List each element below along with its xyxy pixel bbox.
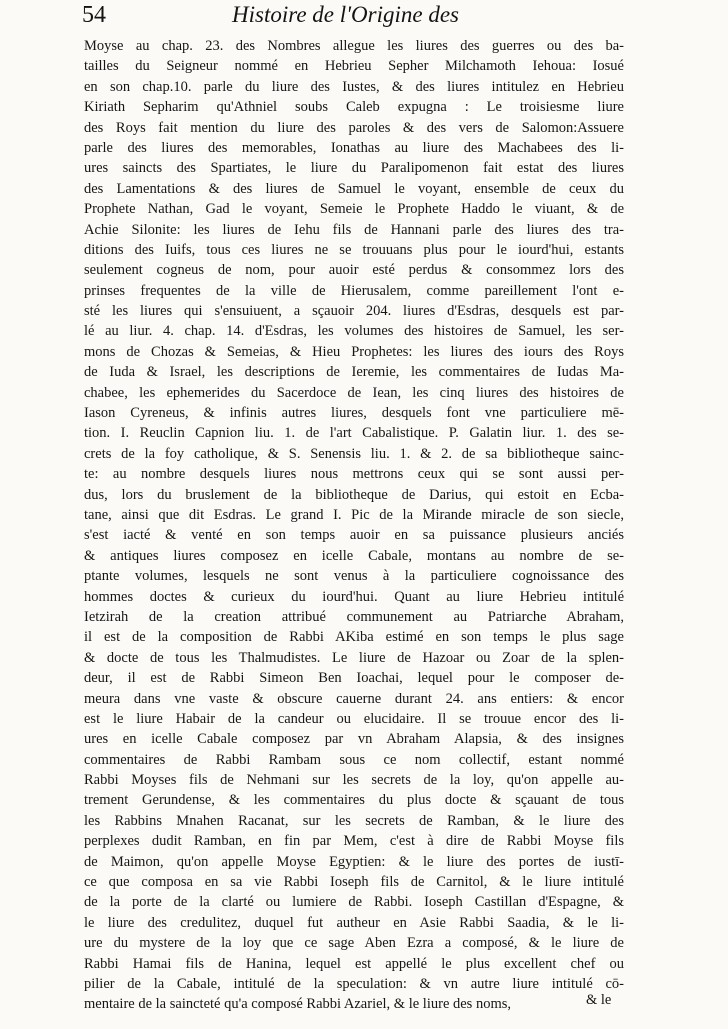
text-line: pilier de la Cabale, intitulé de la speculation: & vn autre liure intitulé cō- (84, 975, 624, 992)
text-line: & antiques liures composez en icelle Cabale, montans au nombre de se- (84, 547, 624, 564)
text-line: & docte de tous les Thalmudistes. Le liure de Hazoar ou Zoar de la splen- (84, 649, 624, 666)
text-line: prinses frequentes de la ville de Hierusalem, comme pareillement l'ont e- (84, 282, 624, 299)
text-line: ures en icelle Cabale composez par vn Abraham Alapsia, & des insignes (84, 731, 624, 748)
text-line: crets de la foy catholique, & S. Senensis liu. 1. & 2. de sa bibliotheque sainc- (84, 445, 624, 462)
text-line: il est de la composition de Rabbi AKiba estimé en son temps le plus sage (84, 629, 624, 646)
text-line: sté les liures qui s'ensuiuent, a sçauoir 204. liures d'Esdras, desquels est par- (84, 303, 624, 320)
text-line: Achie Silonite: les liures de Iehu fils de Hannani parle des liures des tra- (84, 221, 624, 238)
text-line: lé au liur. 4. chap. 14. d'Esdras, les volumes des histoires de Samuel, les ser- (84, 323, 624, 340)
page-header (82, 0, 622, 34)
text-line: commentaires de Rabbi Rambam sous ce nom collectif, estant nommé (84, 751, 624, 768)
text-line: Rabbi Hamai fils de Hanina, lequel est appellé le plus excellent chef ou (84, 955, 624, 972)
text-line: te: au nombre desquels liures nous mettrons ceux qui se sont aussi per- (84, 466, 624, 483)
text-line: le liure des credulitez, duquel fut autheur en Asie Rabbi Saadia, & le li- (84, 914, 624, 931)
text-line: de la porte de la clarté ou lumiere de Rabbi. Ioseph Castillan d'Espagne, & (84, 894, 624, 911)
catchword: & le (586, 992, 612, 1008)
text-line: hommes doctes & curieux du iourd'hui. Quant au liure Hebrieu intitulé (84, 588, 624, 605)
text-line: tane, ainsi que dit Esdras. Le grand I. Pic de la Mirande miracle de son siecle, (84, 506, 624, 523)
text-line: Moyse au chap. 23. des Nombres allegue les liures des guerres ou des ba- (84, 38, 624, 54)
text-line: en son chap.10. parle du liure des Iustes, & des liures intitulez en Hebrieu (84, 78, 624, 95)
text-line: est le liure Habair de la candeur ou elucidaire. Il se trouue encor des li- (84, 710, 624, 727)
text-line: s'est iacté & venté en son temps auoir en sa puissance plusieurs anciés (84, 527, 624, 544)
text-line: Prophete Nathan, Gad le voyant, Semeie le Prophete Haddo le viuant, & de (84, 201, 624, 218)
text-line: ures saincts des Spartiates, le liure du Paralipomenon fait estat des liures (84, 160, 624, 177)
text-line: des Lamentations & des liures de Samuel le voyant, ensemble de ceux du (84, 180, 624, 197)
text-line: meura dans vne vaste & obscure cauerne durant 24. ans entiers: & encor (84, 690, 624, 707)
body-text (84, 36, 624, 1015)
text-line: ce que composa en sa vie Rabbi Ioseph fils de Carnitol, & le liure intitulé (84, 874, 624, 891)
text-line: mentaire de la saincteté qu'a composé Rabbi Azariel, & le liure des noms, (84, 996, 511, 1013)
text-line: ptante volumes, lesquels ne sont venus à la particuliere cognoissance des (84, 568, 624, 585)
text-line: les Rabbins Mnahen Racanat, sur les secrets de Ramban, & le liure des (84, 812, 624, 829)
page-number: 54 (82, 2, 106, 28)
text-line: des Roys fait mention du liure des paroles & des vers de Salomon:Assuere (84, 119, 624, 136)
text-line: Rabbi Moyses fils de Nehmani sur les secrets de la loy, qu'on appelle au- (84, 772, 624, 789)
text-line: ditions des Iuifs, tous ces liures ne se trouuans plus pour le iourd'hui, estants (84, 241, 624, 258)
text-line: Iason Cyreneus, & infinis autres liures, desquels font vne particuliere mē- (84, 405, 624, 422)
text-line: dus, lors du bruslement de la bibliotheque de Darius, qui estoit en Ecba- (84, 486, 624, 503)
text-line: trement Gerundense, & les commentaires du plus docte & sçauant de tous (84, 792, 624, 809)
text-line: chabee, les ephemerides du Sacerdoce de Iean, les cinq liures des histoires de (84, 384, 624, 401)
text-line: seulement cogneus de nom, pour auoir esté perdus & consommez lors des (84, 262, 624, 279)
text-line: tion. I. Reuclin Capnion liu. 1. de l'art Cabalistique. P. Galatin liur. 1. des se- (84, 425, 624, 442)
text-line: de Maimon, qu'on appelle Moyse Egyptien: & le liure des portes de iustī- (84, 853, 624, 870)
text-line: de Iuda & Israel, les descriptions de Ieremie, les commentaires de Iudas Ma- (84, 364, 624, 381)
text-line: mons de Chozas & Semeias, & Hieu Prophetes: les liures des iours des Roys (84, 343, 624, 360)
text-line: Ietzirah de la creation attribué communement au Patriarche Abraham, (84, 608, 624, 625)
text-line: parle des liures des memorables, Ionathas au liure des Machabees des li- (84, 139, 624, 156)
text-line: tailles du Seigneur nommé en Hebrieu Sepher Milchamoth Iehoua: Iosué (84, 58, 624, 75)
text-line: Kiriath Sepharim qu'Athniel soubs Caleb expugna : Le troisiesme liure (84, 99, 624, 116)
text-line: perplexes dudit Ramban, en fin par Mem, c'est à dire de Rabbi Moyse fils (84, 833, 624, 850)
running-title: Histoire de l'Origine des (232, 2, 460, 27)
text-line: deur, il est de Rabbi Simeon Ben Ioachai, lequel pour le composer de- (84, 670, 624, 687)
text-line: ure du mystere de la loy que ce sage Aben Ezra a composé, & le liure de (84, 935, 624, 952)
